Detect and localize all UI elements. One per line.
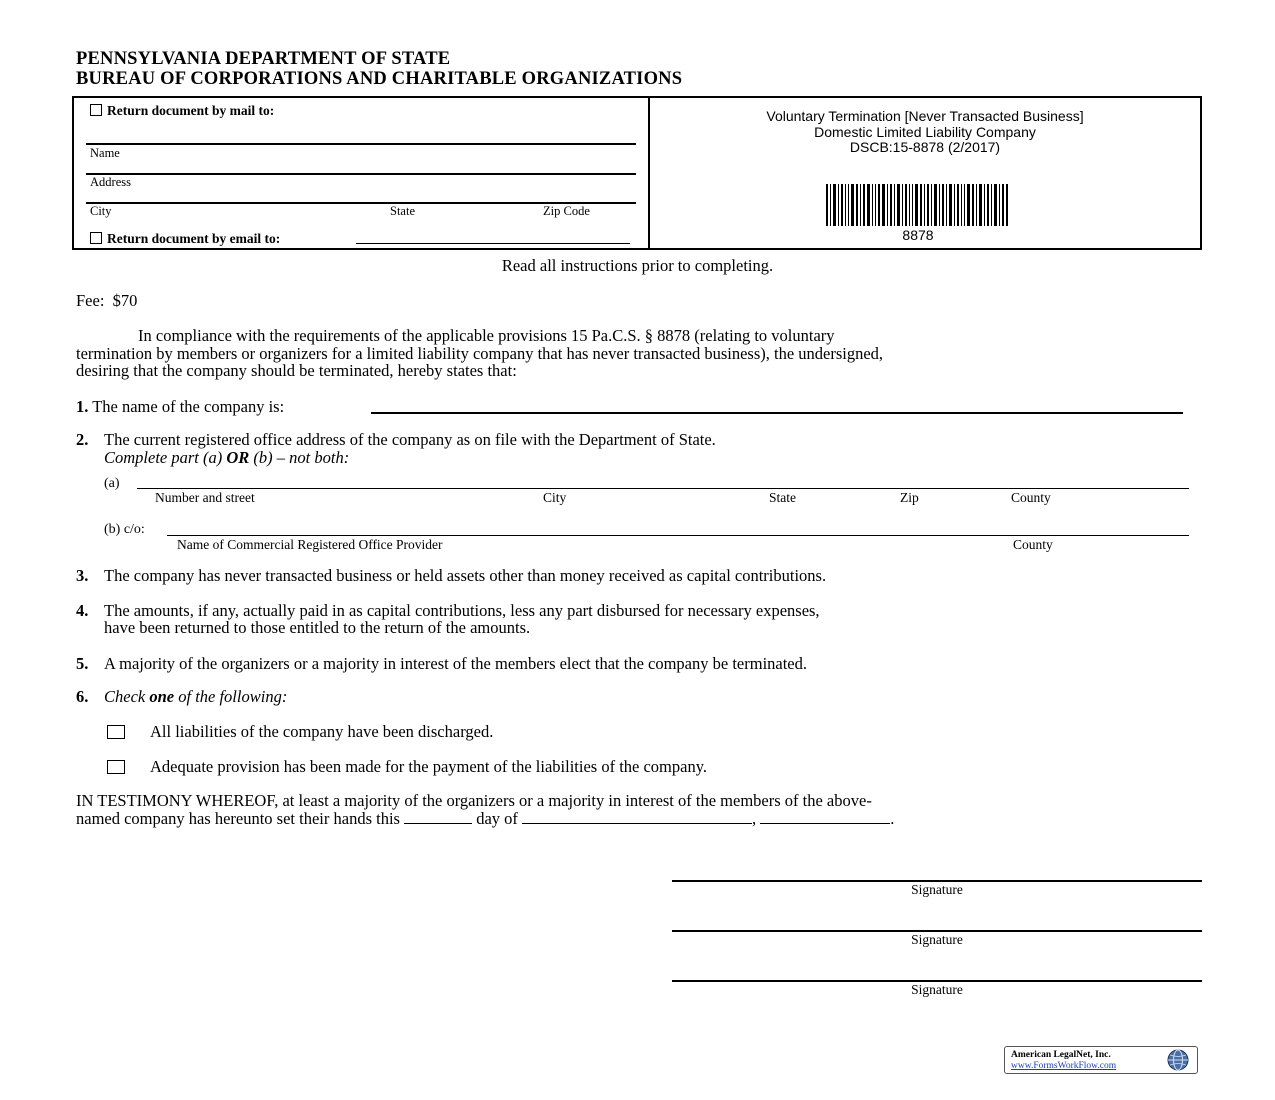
department-title: PENNSYLVANIA DEPARTMENT OF STATE	[76, 49, 451, 69]
item-1-text: The name of the company is:	[92, 397, 285, 416]
item-5-number: 5.	[76, 654, 89, 673]
part-a-street-label: Number and street	[155, 490, 255, 505]
form-subtitle: Domestic Limited Liability Company	[814, 123, 1036, 140]
liabilities-discharged-checkbox[interactable]	[107, 725, 125, 739]
city-label: City	[90, 204, 112, 218]
part-a-line[interactable]	[137, 488, 1189, 489]
liabilities-discharged-label: All liabilities of the company have been discharged.	[150, 722, 494, 741]
item-6-text	[104, 687, 287, 707]
testimony-day-of: day of	[476, 809, 518, 828]
form-code: DSCB:15-8878 (2/2017)	[849, 139, 1001, 155]
intro-line-2: termination by members or organizers for a limited liability company that has never transacted business), the undersigned,	[76, 344, 884, 363]
item-2-number: 2.	[76, 430, 89, 449]
return-email-checkbox[interactable]	[90, 232, 102, 244]
item-6-pre: Check	[104, 687, 150, 706]
return-email-label: Return document by email to:	[107, 231, 281, 246]
signature-label-3: Signature	[911, 982, 963, 997]
part-a-zip-label: Zip	[900, 490, 919, 505]
item-6-bold: one	[149, 687, 175, 706]
address-line[interactable]	[86, 173, 636, 175]
month-blank[interactable]	[522, 809, 752, 824]
item-2-sub-post: (b) – not both:	[249, 448, 350, 467]
intro-line-3: desiring that the company should be terminated, hereby states that:	[76, 361, 517, 380]
fee-label: Fee:	[76, 291, 105, 310]
form-title: Voluntary Termination [Never Transacted Business]	[766, 108, 1084, 124]
bureau-title: BUREAU OF CORPORATIONS AND CHARITABLE ORGANIZATIONS	[76, 69, 683, 89]
return-mail-row	[90, 103, 274, 119]
email-line[interactable]	[356, 243, 630, 244]
legalnet-badge[interactable]	[1004, 1046, 1198, 1074]
return-email-row	[90, 231, 280, 247]
legalnet-url[interactable]: www.FormsWorkFlow.com	[1011, 1061, 1117, 1071]
item-4-line-2: have been returned to those entitled to the return of the amounts.	[104, 618, 531, 637]
part-b-label: (b) c/o:	[104, 522, 145, 537]
part-a-state-label: State	[769, 490, 796, 505]
item-4-line-1: The amounts, if any, actually paid in as capital contributions, less any part disbursed for necessary expenses,	[104, 601, 820, 620]
item-1	[76, 397, 284, 417]
item-3-number: 3.	[76, 566, 89, 585]
item-2-subtext	[104, 448, 349, 468]
item-5-text: A majority of the organizers or a majority in interest of the members elect that the company be terminated.	[104, 654, 808, 673]
legalnet-company: American LegalNet, Inc.	[1011, 1050, 1111, 1060]
item-2-sub-or: OR	[226, 448, 250, 467]
part-b-line[interactable]	[167, 535, 1189, 536]
company-name-line[interactable]	[371, 412, 1183, 414]
day-blank[interactable]	[404, 809, 472, 824]
part-b-county-label: County	[1013, 537, 1053, 552]
year-blank[interactable]	[760, 809, 890, 824]
fee-row	[76, 291, 137, 311]
adequate-provision-label: Adequate provision has been made for the payment of the liabilities of the company.	[150, 757, 708, 776]
part-a-label: (a)	[104, 476, 120, 491]
item-6-number: 6.	[76, 687, 89, 706]
item-6-post: of the following:	[174, 687, 288, 706]
instructions-text: Read all instructions prior to completing.	[501, 256, 774, 275]
name-label: Name	[90, 146, 120, 160]
item-4-number: 4.	[76, 601, 89, 620]
part-a-county-label: County	[1011, 490, 1051, 505]
item-2-sub-pre: Complete part (a)	[104, 448, 227, 467]
form-id-section	[650, 98, 1200, 248]
barcode-number: 8878	[902, 227, 934, 243]
testimony-line-2	[76, 809, 894, 829]
item-2-text: The current registered office address of the company as on file with the Department of State.	[104, 430, 716, 449]
testimony-line-1: IN TESTIMONY WHEREOF, at least a majority of the organizers or a majority in interest of the members of the above-	[76, 791, 872, 810]
barcode	[826, 184, 1010, 226]
part-b-provider-label: Name of Commercial Registered Office Provider	[177, 537, 443, 552]
zip-label: Zip Code	[543, 204, 590, 218]
state-label: State	[390, 204, 415, 218]
intro-line-1: In compliance with the requirements of the applicable provisions 15 Pa.C.S. § 8878 (relating to voluntary	[138, 326, 835, 345]
testimony-comma: ,	[752, 809, 757, 828]
signature-label-1: Signature	[911, 882, 963, 897]
signature-label-2: Signature	[911, 932, 963, 947]
testimony-line-2-text: named company has hereunto set their hands this	[76, 809, 400, 828]
name-line[interactable]	[86, 143, 636, 145]
form-id-text	[650, 109, 1200, 156]
globe-icon	[1167, 1049, 1189, 1071]
return-mail-label: Return document by mail to:	[107, 103, 275, 118]
item-3-text: The company has never transacted business or held assets other than money received as capital contributions.	[104, 566, 827, 585]
adequate-provision-checkbox[interactable]	[107, 760, 125, 774]
part-a-city-label: City	[543, 490, 567, 505]
testimony-period: .	[890, 809, 895, 828]
header-box	[72, 96, 1202, 250]
fee-amount: $70	[112, 291, 138, 310]
return-mail-checkbox[interactable]	[90, 104, 102, 116]
return-address-section	[74, 98, 650, 248]
item-1-number: 1.	[76, 397, 89, 416]
address-label: Address	[90, 175, 131, 189]
